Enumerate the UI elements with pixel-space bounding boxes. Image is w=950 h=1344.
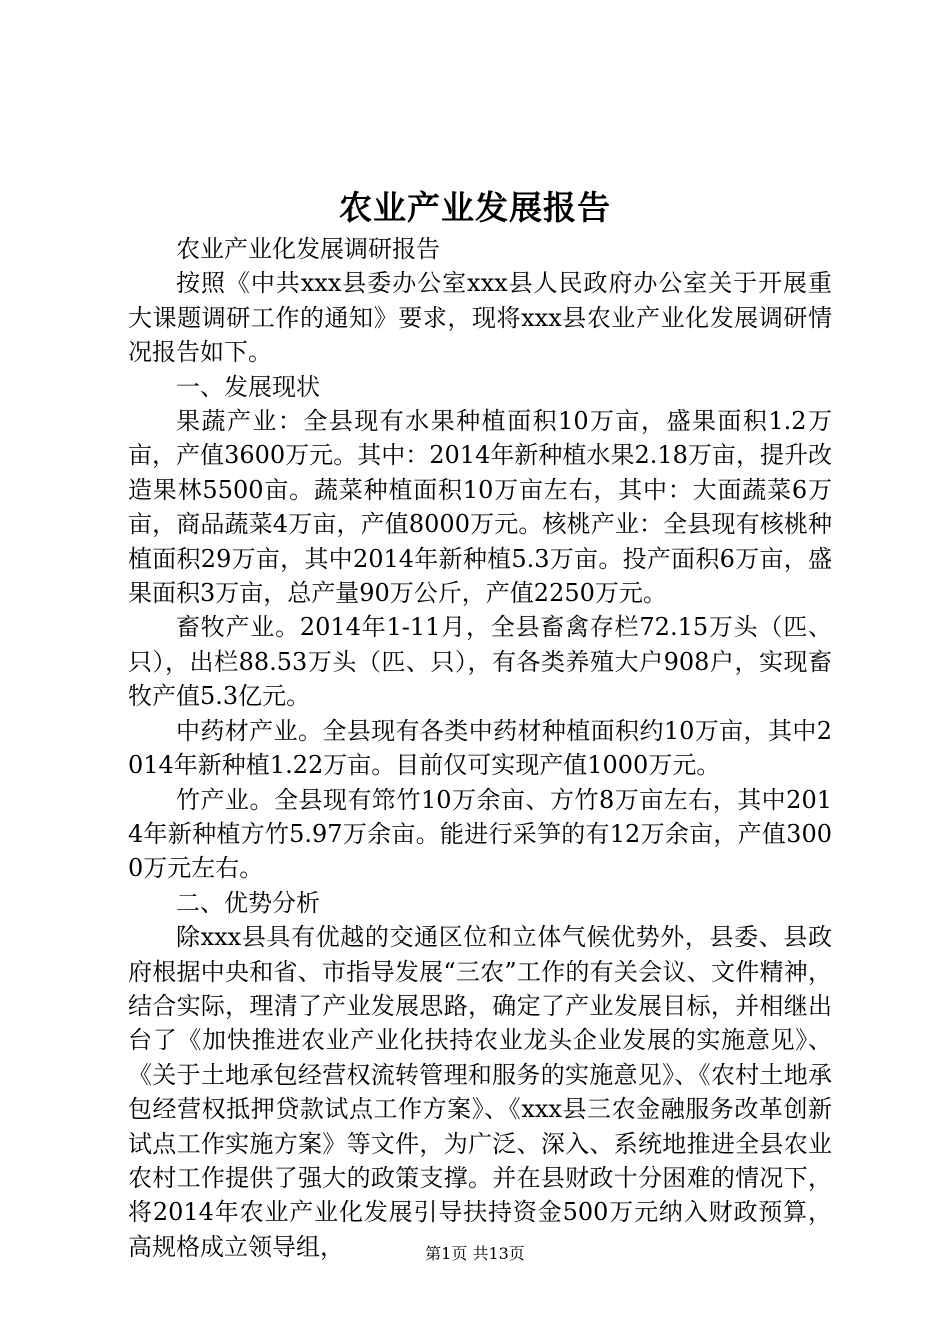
document-title: 农业产业发展报告 bbox=[339, 188, 611, 227]
report-subtitle: 农业产业化发展调研报告 bbox=[176, 235, 440, 263]
paragraph-advantages: 除xxx县具有优越的交通区位和立体气候优势外，县委、县政府根据中央和省、市指导发展“三农”工作的有关会议、文件精神，结合实际，理清了产业发展思路，确定了产业发展目标，并相继出台了《加快推进农业产业化扶持农业龙头企业发展的实施意见》、《关于土地承包经营权流转管理和服务的实施意见》、《农村土地承包经营权抵押贷款试点工作方案》、《xxx县三农金融服务改革创新试点工作实施方案》等文件，为广泛、深入、系统地推进全县农业农村工作提供了强大的政策支撑。并在县财政十分困难的情况下，将2014年农业产业化发展引导扶持资金500万元纳入财政预算，高规格成立领导组， bbox=[128, 923, 832, 1261]
paragraph-fruit-vegetable: 果蔬产业：全县现有水果种植面积10万亩，盛果面积1.2万亩，产值3600万元。其中：2014年新种植水果2.18万亩，提升改造果林5500亩。蔬菜种植面积10万亩左右，其中：大面蔬菜6万亩，商品蔬菜4万亩，产值8000万元。核桃产业：全县现有核桃种植面积29万亩，其中2014年新种植5.3万亩。投产面积6万亩，盛果面积3万亩，总产量90万公斤，产值2250万元。 bbox=[128, 407, 832, 608]
paragraph-herbal-medicine: 中药材产业。全县现有各类中药材种植面积约10万亩，其中2014年新种植1.22万亩。目前仅可实现产值1000万元。 bbox=[128, 716, 832, 780]
paragraph-livestock: 畜牧产业。2014年1-11月，全县畜禽存栏72.15万头（匹、只），出栏88.53万头（匹、只），有各类养殖大户908户，实现畜牧产值5.3亿元。 bbox=[128, 613, 832, 711]
section-heading-status: 一、发展现状 bbox=[176, 372, 320, 401]
paragraph-bamboo: 竹产业。全县现有筇竹10万余亩、方竹8万亩左右，其中2014年新种植方竹5.97万余亩。能进行采笋的有12万余亩，产值3000万元左右。 bbox=[128, 785, 832, 883]
document-body bbox=[128, 232, 832, 1264]
intro-paragraph: 按照《中共xxx县委办公室xxx县人民政府办公室关于开展重大课题调研工作的通知》要求，现将xxx县农业产业化发展调研情况报告如下。 bbox=[128, 269, 832, 367]
section-heading-advantages: 二、优势分析 bbox=[176, 888, 320, 917]
page-number-footer: 第1页 共13页 bbox=[425, 1244, 525, 1263]
